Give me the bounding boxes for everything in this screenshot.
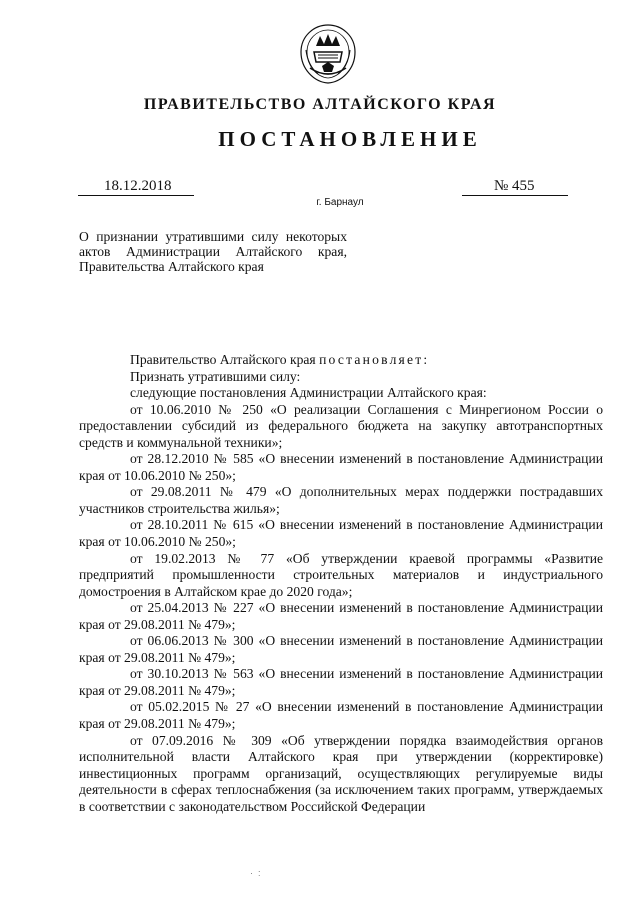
list-item: от 05.02.2015 № 27 «О внесении изменений в постановление Администрации края от 29.08.2011 № 479»; xyxy=(79,699,603,732)
scan-marks: · : xyxy=(250,868,261,878)
list-item: от 06.06.2013 № 300 «О внесении изменений в постановление Администрации края от 29.08.2011 № 479»; xyxy=(79,633,603,665)
list-item: от 28.10.2011 № 615 «О внесении изменений в постановление Администрации края от 10.06.2010 № 250»; xyxy=(79,517,603,550)
document-type: ПОСТАНОВЛЕНИЕ xyxy=(218,127,482,151)
document-city: г. Барнаул xyxy=(316,197,364,208)
document-subject: О признании утратившими силу некоторых актов Администрации Алтайского края, Правительства Алтайского края xyxy=(79,229,347,274)
intro-verb: постановляет xyxy=(319,352,424,367)
list-item: от 30.10.2013 № 563 «О внесении изменений в постановление Администрации края от 29.08.2011 № 479»; xyxy=(79,666,603,698)
intro-prefix: Правительство Алтайского края xyxy=(130,352,320,367)
document-body xyxy=(79,352,603,815)
list-item: от 29.08.2011 № 479 «О дополнительных мерах поддержки пострадавших участников строительства жилья»; xyxy=(79,484,603,516)
list-item: от 19.02.2013 № 77 «Об утверждении краевой программы «Развитие предприятий промышленности строительных материалов и индустриального домостроения в Алтайском крае до 2020 года»; xyxy=(79,550,603,599)
declare-paragraph: Признать утратившими силу: xyxy=(130,368,301,384)
document-date: 18.12.2018 xyxy=(78,177,194,196)
coat-of-arms-icon xyxy=(296,22,360,86)
government-title: ПРАВИТЕЛЬСТВО АЛТАЙСКОГО КРАЯ xyxy=(143,96,497,113)
list-item: от 25.04.2013 № 227 «О внесении изменений в постановление Администрации края от 29.08.2011 № 479»; xyxy=(79,600,603,632)
document-number: № 455 xyxy=(462,177,568,196)
intro-suffix: : xyxy=(423,352,428,367)
intro-paragraph xyxy=(79,352,603,369)
list-item: от 07.09.2016 № 309 «Об утверждении порядка взаимодействия органов исполнительной власти Алтайского края при утверждении (корректировке) инвестиционных программ организаций, осуществляющих регулируемые виды деятельности в сферах теплоснабжения (за исключением таких программ, утверждаемых в соответствии с законодательством Российской Федерации xyxy=(79,732,603,814)
list-item: от 10.06.2010 № 250 «О реализации Соглашения с Минрегионом России о предоставлении субсидий из федерального бюджета на закупку автотранспортных средств и коммунальной техники»; xyxy=(79,401,603,450)
list-item: от 28.12.2010 № 585 «О внесении изменений в постановление Администрации края от 10.06.2010 № 250»; xyxy=(79,451,603,483)
list-intro-paragraph: следующие постановления Администрации Алтайского края: xyxy=(130,385,487,401)
